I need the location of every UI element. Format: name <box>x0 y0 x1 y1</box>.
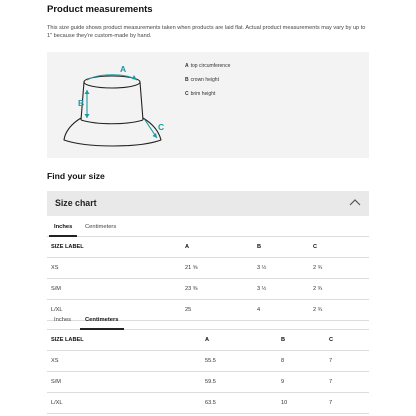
table-cell: 25 <box>181 299 253 320</box>
measurement-diagram-panel <box>47 52 369 158</box>
legend-label: crown height <box>190 77 219 83</box>
diagram-letter-a: A <box>120 64 127 74</box>
table-cell: 55.5 <box>201 350 277 371</box>
unit-tabs-inches <box>47 217 369 237</box>
diagram-letter-c: C <box>158 122 165 132</box>
legend-key: C <box>185 91 189 97</box>
table-cell: 23 ⅜ <box>181 278 253 299</box>
size-label-cell: XS <box>47 350 201 371</box>
column-header: A <box>181 237 253 257</box>
table-cell: 3 ½ <box>253 278 309 299</box>
tab-centimeters[interactable]: Centimeters <box>85 224 117 230</box>
table-cell: 8 <box>277 350 325 371</box>
size-label-cell: L/XL <box>47 392 201 413</box>
table-cell: 10 <box>277 392 325 413</box>
tab-centimeters[interactable]: Centimeters <box>80 310 124 330</box>
legend-key: A <box>185 63 189 69</box>
measurement-legend <box>185 62 230 104</box>
table-header-row <box>47 237 369 257</box>
legend-item-b <box>185 76 230 90</box>
legend-label: top circumference <box>190 63 231 69</box>
table-cell: 4 <box>253 299 309 320</box>
size-chart-accordion-header[interactable] <box>47 191 369 216</box>
size-label-cell: S/M <box>47 371 201 392</box>
table-row <box>47 350 369 371</box>
table-cell: 7 <box>325 350 369 371</box>
tab-inches[interactable]: Inches <box>54 317 72 323</box>
size-label-cell: XS <box>47 257 181 278</box>
column-header: C <box>309 237 369 257</box>
table-cell: 2 ¾ <box>309 257 369 278</box>
table-cell: 63.5 <box>201 392 277 413</box>
diagram-letter-b: B <box>78 98 85 108</box>
column-header: B <box>253 237 309 257</box>
legend-key: B <box>185 77 189 83</box>
column-header: A <box>201 330 277 350</box>
table-row <box>47 257 369 278</box>
find-your-size-title: Find your size <box>47 171 105 181</box>
column-header: SIZE LABEL <box>47 237 181 257</box>
measurements-description: This size guide shows product measurements taken when products are laid flat. Actual product measurements may vary by up to 1" because they're custom-made by hand. <box>47 25 366 40</box>
size-label-cell: S/M <box>47 278 181 299</box>
chevron-up-icon[interactable] <box>349 198 361 206</box>
legend-item-a <box>185 62 230 76</box>
table-cell: 3 ½ <box>253 257 309 278</box>
unit-tabs-centimeters <box>47 310 369 330</box>
table-row <box>47 392 369 413</box>
tab-inches[interactable]: Inches <box>49 217 77 237</box>
size-table-inches <box>47 237 369 321</box>
table-cell: 59.5 <box>201 371 277 392</box>
table-cell: 21 ⅝ <box>181 257 253 278</box>
column-header: B <box>277 330 325 350</box>
table-cell: 9 <box>277 371 325 392</box>
table-row <box>47 371 369 392</box>
product-measurements-title: Product measurements <box>47 4 153 15</box>
table-cell: 7 <box>325 371 369 392</box>
column-header: C <box>325 330 369 350</box>
table-cell: 2 ¾ <box>309 299 369 320</box>
size-chart-title: Size chart <box>55 198 97 208</box>
table-cell: 2 ¾ <box>309 278 369 299</box>
legend-item-c <box>185 90 230 104</box>
column-header: SIZE LABEL <box>47 330 201 350</box>
bucket-hat-diagram <box>57 58 177 153</box>
size-table-centimeters <box>47 330 369 414</box>
table-cell: 7 <box>325 392 369 413</box>
size-label-cell: L/XL <box>47 299 181 320</box>
table-header-row <box>47 330 369 350</box>
legend-label: brim height <box>190 91 216 97</box>
table-row <box>47 278 369 299</box>
